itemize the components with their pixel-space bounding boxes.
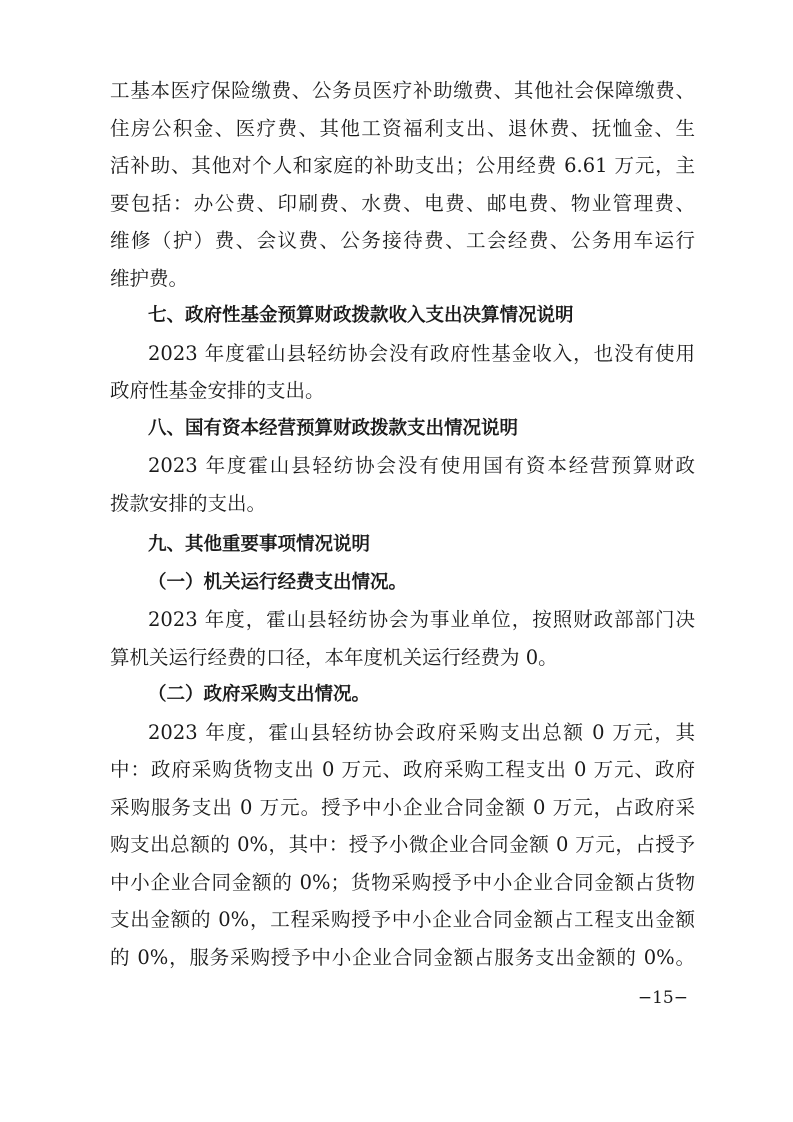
text-line: 采购服务支出 0 万元。授予中小企业合同金额 0 万元，占政府采 bbox=[110, 795, 695, 819]
text-line: 中：政府采购货物支出 0 万元、政府采购工程支出 0 万元、政府 bbox=[110, 758, 695, 781]
text-line: 算机关运行经费的口径，本年度机关运行经费为 0。 bbox=[110, 645, 558, 669]
subsection-heading-1: （一）机关运行经费支出情况。 bbox=[148, 571, 408, 593]
paragraph-8 bbox=[110, 447, 695, 522]
text-line: 要包括：办公费、印刷费、水费、电费、邮电费、物业管理费、 bbox=[110, 191, 695, 215]
text-line: 政府性基金安排的支出。 bbox=[110, 379, 325, 402]
text-line: 的 0%，服务采购授予中小企业合同金额占服务支出金额的 0%。 bbox=[110, 945, 695, 969]
text-line: 中小企业合同金额的 0%；货物采购授予中小企业合同金额占货物 bbox=[110, 870, 695, 894]
text-line: 工基本医疗保险缴费、公务员医疗补助缴费、其他社会保障缴费、 bbox=[110, 79, 695, 102]
text-line: 2023 年度霍山县轻纺协会没有政府性基金收入，也没有使用 bbox=[148, 341, 695, 365]
subsection-heading-2: （二）政府采购支出情况。 bbox=[148, 684, 371, 705]
text-line: 维护费。 bbox=[110, 266, 189, 290]
text-line: 购支出总额的 0%，其中：授予小微企业合同金额 0 万元，占授予 bbox=[110, 833, 695, 856]
section-heading-9: 九、其他重要事项情况说明 bbox=[148, 534, 371, 555]
paragraph-9-1 bbox=[110, 601, 695, 676]
text-line: 住房公积金、医疗费、其他工资福利支出、退休费、抚恤金、生 bbox=[110, 116, 695, 140]
text-line: 2023 年度，霍山县轻纺协会为事业单位，按照财政部部门决 bbox=[148, 608, 695, 631]
page-number: −15− bbox=[637, 988, 688, 1008]
paragraph-7 bbox=[110, 335, 695, 410]
text-line: 2023 年度霍山县轻纺协会没有使用国有资本经营预算财政 bbox=[148, 454, 695, 477]
text-line: 拨款安排的支出。 bbox=[110, 491, 267, 515]
document-page bbox=[110, 72, 695, 976]
text-line: 2023 年度，霍山县轻纺协会政府采购支出总额 0 万元，其 bbox=[148, 720, 695, 744]
section-heading-8: 八、国有资本经营预算财政拨款支出情况说明 bbox=[148, 417, 519, 439]
text-line: 维修（护）费、会议费、公务接待费、工会经费、公务用车运行 bbox=[110, 229, 695, 252]
text-line: 支出金额的 0%，工程采购授予中小企业合同金额占工程支出金额 bbox=[110, 908, 695, 931]
paragraph-intro bbox=[110, 72, 695, 297]
text-line: 活补助、其他对个人和家庭的补助支出；公用经费 6.61 万元，主 bbox=[110, 154, 695, 177]
paragraph-9-2 bbox=[110, 714, 695, 977]
section-heading-7: 七、政府性基金预算财政拨款收入支出决算情况说明 bbox=[148, 305, 574, 326]
